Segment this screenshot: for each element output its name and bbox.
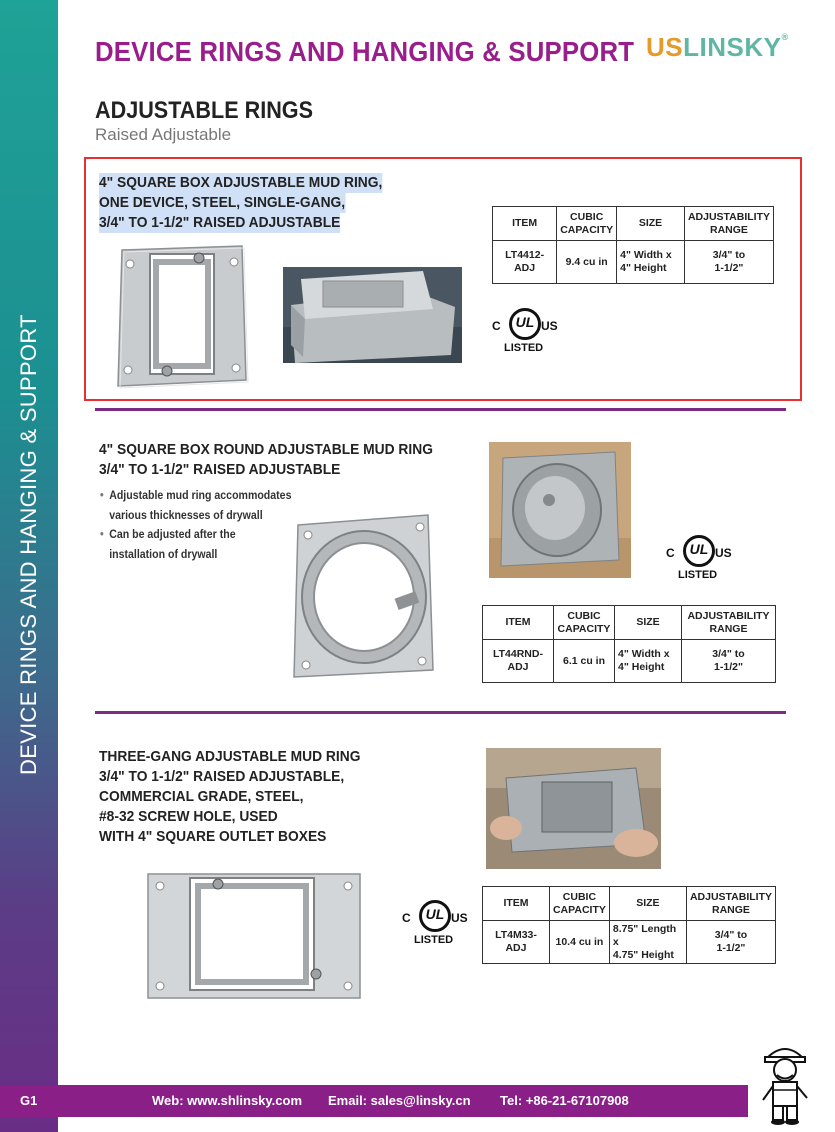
cell-item: LT4M33-ADJ xyxy=(483,921,550,964)
ul-listed-mark: C UL US LISTED xyxy=(402,898,472,954)
ul-listed-mark: C UL US LISTED xyxy=(492,306,562,362)
cell-size: 4" Width x 4" Height xyxy=(615,640,682,683)
worker-mascot-icon xyxy=(755,1040,815,1125)
product-2-round-ring-image xyxy=(288,505,438,685)
section-divider xyxy=(95,711,786,714)
page-title: DEVICE RINGS AND HANGING & SUPPORT xyxy=(95,36,635,67)
header-adjustability-range: ADJUSTABILITY RANGE xyxy=(686,887,775,921)
product-3-spec-table xyxy=(482,886,776,964)
list-item: • Adjustable mud ring accommodates xyxy=(100,490,292,502)
product-1-title[interactable]: 4" SQUARE BOX ADJUSTABLE MUD RING, ONE DEVICE, STEEL, SINGLE-GANG, 3/4" TO 1-1/2" RAISED ADJUSTABLE xyxy=(99,174,383,231)
product-2-feature-list xyxy=(100,487,291,565)
header-size: SIZE xyxy=(617,207,685,241)
header-size: SIZE xyxy=(609,887,686,921)
section-title: ADJUSTABLE RINGS xyxy=(95,97,314,124)
cell-adjustability-range: 3/4" to 1-1/2" xyxy=(686,921,775,964)
list-item: • Can be adjusted after the xyxy=(100,529,236,541)
cell-size: 8.75" Length x 4.75" Height xyxy=(609,921,686,964)
header-adjustability-range: ADJUSTABILITY RANGE xyxy=(684,207,773,241)
header-item: ITEM xyxy=(483,606,554,640)
list-item-cont: installation of drywall xyxy=(109,548,218,561)
page-number: G1 xyxy=(20,1093,38,1108)
product-1-ring-image xyxy=(112,240,252,390)
footer-email-link[interactable]: Email: sales@linsky.cn xyxy=(328,1093,471,1108)
product-1-installed-photo xyxy=(283,267,462,363)
cell-item: LT44RND-ADJ xyxy=(483,640,554,683)
cell-cubic-capacity: 10.4 cu in xyxy=(549,921,609,964)
cell-adjustability-range: 3/4" to 1-1/2" xyxy=(682,640,776,683)
header-cubic-capacity: CUBIC CAPACITY xyxy=(557,207,617,241)
brand-logo: USLINSKY® xyxy=(646,32,789,62)
section-subtitle: Raised Adjustable xyxy=(95,125,232,144)
list-item-cont: various thicknesses of drywall xyxy=(109,509,263,522)
product-2-title: 4" SQUARE BOX ROUND ADJUSTABLE MUD RING 3/4" TO 1-1/2" RAISED ADJUSTABLE xyxy=(99,441,433,478)
cell-item: LT4412-ADJ xyxy=(493,241,557,284)
header-cubic-capacity: CUBIC CAPACITY xyxy=(549,887,609,921)
cell-size: 4" Width x 4" Height xyxy=(617,241,685,284)
cell-adjustability-range: 3/4" to 1-1/2" xyxy=(684,241,773,284)
header-item: ITEM xyxy=(493,207,557,241)
sidebar-category-text: DEVICE RINGS AND HANGING & SUPPORT xyxy=(16,314,41,775)
product-1-spec-table xyxy=(492,206,774,284)
header-adjustability-range: ADJUSTABILITY RANGE xyxy=(682,606,776,640)
footer-telephone: Tel: +86-21-67107908 xyxy=(500,1093,629,1108)
ul-listed-mark: C UL US LISTED xyxy=(666,533,736,589)
product-3-three-gang-ring-image xyxy=(146,868,362,1002)
header-size: SIZE xyxy=(615,606,682,640)
section-divider xyxy=(95,408,786,411)
product-2-spec-table xyxy=(482,605,776,683)
header-cubic-capacity: CUBIC CAPACITY xyxy=(554,606,615,640)
product-2-installed-photo xyxy=(489,442,631,578)
product-3-title: THREE-GANG ADJUSTABLE MUD RING 3/4" TO 1-1/2" RAISED ADJUSTABLE, COMMERCIAL GRADE, STEEL, #8-32 SCREW HOLE, USED WITH 4" SQUARE OUTLET BOXES xyxy=(99,748,361,845)
footer-web-link[interactable]: Web: www.shlinsky.com xyxy=(152,1093,303,1108)
product-3-installed-photo xyxy=(486,748,661,869)
header-item: ITEM xyxy=(483,887,550,921)
footer-bar xyxy=(0,1085,748,1117)
cell-cubic-capacity: 6.1 cu in xyxy=(554,640,615,683)
cell-cubic-capacity: 9.4 cu in xyxy=(557,241,617,284)
